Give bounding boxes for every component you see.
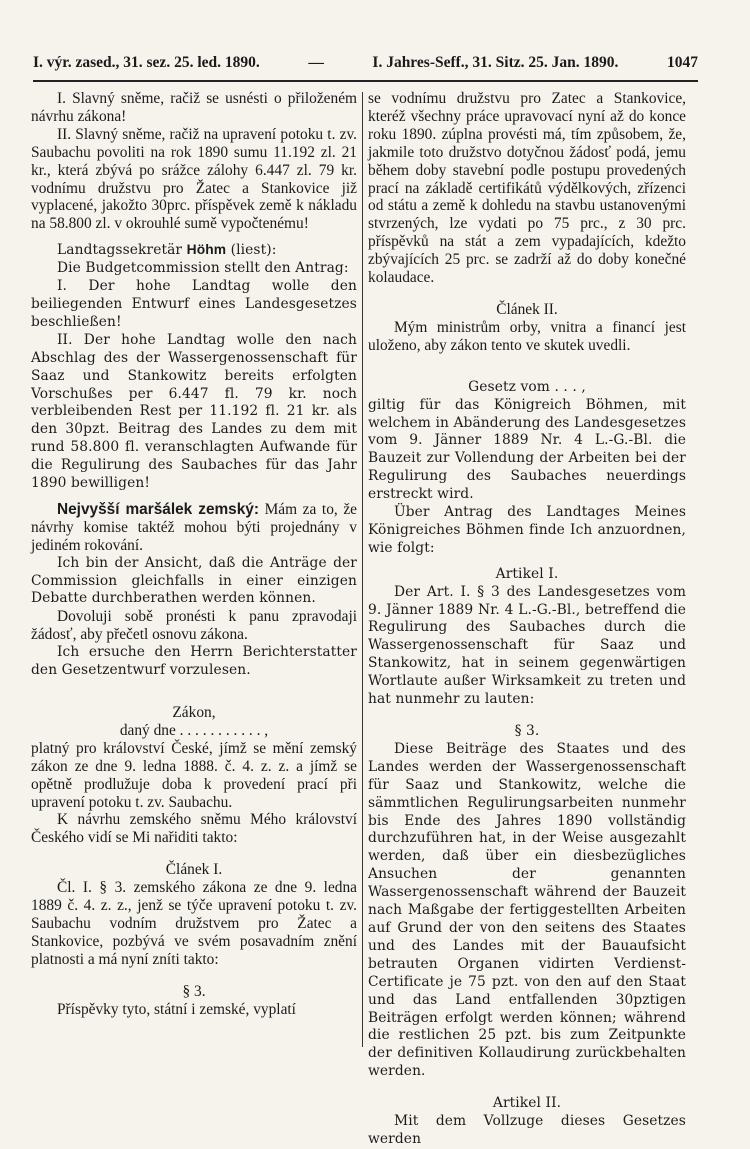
article-2-body: Mým ministrům orby, vnitra a financí jest uloženo, aby zákon tento ve skutek uvedli. — [368, 318, 686, 354]
header-czech: I. výr. zased., 31. sez. 25. led. 1890. — [33, 54, 260, 71]
marshal-text: Mám za to, že návrhy komise taktéž mohou býti projednány v jediném rokování. — [31, 500, 357, 554]
german-marshal-text: Ich bin der Ansicht, daß die Anträge der Commission gleichfalls in einer einzigen Debatte durchberathen werden können. — [31, 554, 357, 607]
marshal-statement — [31, 501, 357, 555]
section-3-body: Příspěvky tyto, státní i zemské, vyplatí — [57, 1000, 296, 1018]
article-2-title: Článek II. — [496, 300, 558, 318]
left-column — [31, 90, 357, 1019]
section-3-title: § 3. — [182, 982, 206, 1000]
right-column — [368, 90, 686, 1149]
artikel-1-title: Artikel I. — [495, 565, 559, 582]
czech-proposal-1: I. Slavný sněme, račiž se usnésti o přiloženém návrhu zákona! — [31, 90, 357, 125]
gesetz-title: Gesetz vom . . . , — [468, 378, 586, 395]
law-given: daný dne . . . . . . . . . . . , — [119, 721, 269, 739]
secretary-line — [31, 241, 357, 260]
german-budget-intro: Die Budgetcommission stellt den Antrag: — [57, 260, 349, 277]
secretary-note: (liest): — [230, 242, 277, 259]
german-proposal-1: I. Der hohe Landtag wolle den beiliegenden Entwurf eines Landesgesetzes beschließen! — [31, 278, 357, 330]
article-1-title: Článek I. — [165, 861, 223, 879]
header-rule — [33, 80, 698, 82]
marshal-role: Nejvyšší maršálek zemský: — [57, 500, 259, 518]
german-proposal-2: II. Der hohe Landtag wolle den nach Abschlag des der Wassergenossenschaft für Saaz und Stankowitz bereits erfolgten Vorschußes per 6.447 fl. 79 kr. noch verbleibenden Rest per 11.192 fl. 21 kr. als den 30pzt. Beitrag des Landes zu dem mit rund 58.800 fl. veranschlagten Aufwande für die Regulirung des Saubaches für das Jahr 1890 bewilligen! — [31, 331, 357, 492]
paragraph-3-body: Diese Beiträge des Staates und des Landes werden der Wassergenossenschaft für Saaz und Stankowitz, welche die sämmtlichen Regulirungsarbeiten nunmehr bis Ende des Jahres 1890 vollständig durchzuführen hat, in der Weise ausgezahlt werden, daß über ein diesbezügliches Ansuchen der genannten Wassergenossenschaft während der Bauzeit nach Maßgabe der fertiggestellten Arbeiten auf Grund der von den seitens des Staates und des Landes mit der Bauaufsicht betrauten Organen vidirten Verdienst-Certificate je 75 pzt. von den auf den Staat und das Land entfallenden 30pztigen Beiträgen erfolgt werden können; während die restlichen 25 pzt. bis zum Zeitpunkte der definitiven Kollaudirung zurückbehalten werden. — [368, 740, 686, 1080]
czech-proposal-2: II. Slavný sněme, račiž na upravení potoku t. zv. Saubachu povoliti na rok 1890 sumu 11.192 zl. 21 kr., která zbývá po srážce zálohy 6.447 zl. 79 kr. vodnímu družstvu pro Žatec a Stankovice již vyplacené, jakožto 30prc. příspěvek země k nákladu na 58.800 zl. v okrouhlé sumě vypočtenému! — [31, 125, 357, 233]
gesetz-enactment: Über Antrag des Landtages Meines Königreiches Böhmen finde Ich anzuordnen, wie folgt: — [368, 504, 686, 556]
law-body: platný pro království České, jímž se mění zemský zákon ze dne 9. ledna 1888. č. 4. z. z. a jímž se opětně prodlužuje doba k provedení prací při upravení potoku t. zv. Saubachu. — [31, 739, 357, 811]
article-1-body: Čl. I. § 3. zemského zákona ze dne 9. ledna 1889 č. 4. z. z., jenž se týče upravení potoku t. zv. Saubachu vodním družstvem pro Žatec a Stankovice, pozbývá ve svém posavadním znění platnosti a má nyní zníti takto: — [31, 879, 357, 968]
secretary-role: Landtagssekretär — [57, 242, 183, 259]
header-german: I. Jahres-Seff., 31. Sitz. 25. Jan. 1890. — [372, 54, 619, 71]
law-title: Zákon, — [172, 704, 216, 721]
czech-continuation: se vodnímu družstvu pro Zatec a Stankovice, kteréž všechny práce upravovací nyní až do konce roku 1890. zúplna provésti má, tím způsobem, že, jakmile toto družstvo dotyčnou žádosť podá, jemu během doby stavební podle postupu provedených prací na základě certifikátů výdělkových, zřízenci od státu a země k dohledu na stavbu ustanovenými stvrzených, lze vydati po 75 prc., z 30 prc. příspěvků na stát a zem vypadajících, kdežto zbývajících 25 prc. se zadrží až do doby konečné kolaudace. — [368, 90, 686, 287]
paragraph-3-title: § 3. — [514, 723, 540, 739]
gesetz-body: giltig für das Königreich Böhmen, mit welchem in Abänderung des Landesgesetzes vom 9. Jänner 1889 Nr. 4 L.-G.-Bl. die Bauzeit zur Vollendung der Arbeiten bei der Regulirung des Saubaches neuerdings erstreckt wird. — [368, 396, 686, 503]
artikel-1-body: Der Art. I. § 3 des Landesgesetzes vom 9. Jänner 1889 Nr. 4 L.-G.-Bl., betreffend die Regulirung des Saubaches durch die Wassergenossenschaft für Saaz und Stankowitz, hat in seinem gegenwärtigen Wortlaute außer Wirksamkeit zu treten und hat nunmehr zu lauten: — [368, 583, 686, 708]
secretary-name: Höhm — [186, 242, 227, 258]
artikel-2-body: Mit dem Vollzuge dieses Gesetzes werden — [368, 1113, 686, 1147]
header-dash: — — [308, 54, 324, 71]
page-number: 1047 — [666, 54, 698, 71]
german-request: Ich ersuche den Herrn Berichterstatter den Gesetzentwurf vorzulesen. — [31, 644, 357, 679]
czech-request: Dovoluji sobě pronésti k panu zpravodaji žádosť, aby přečetl osnovu zákona. — [31, 608, 357, 644]
page-header — [33, 54, 698, 72]
law-enactment: K návrhu zemského sněmu Mého království Českého vidí se Mi nařiditi takto: — [31, 811, 357, 847]
artikel-2-title: Artikel II. — [492, 1095, 562, 1112]
column-divider — [362, 92, 363, 1047]
